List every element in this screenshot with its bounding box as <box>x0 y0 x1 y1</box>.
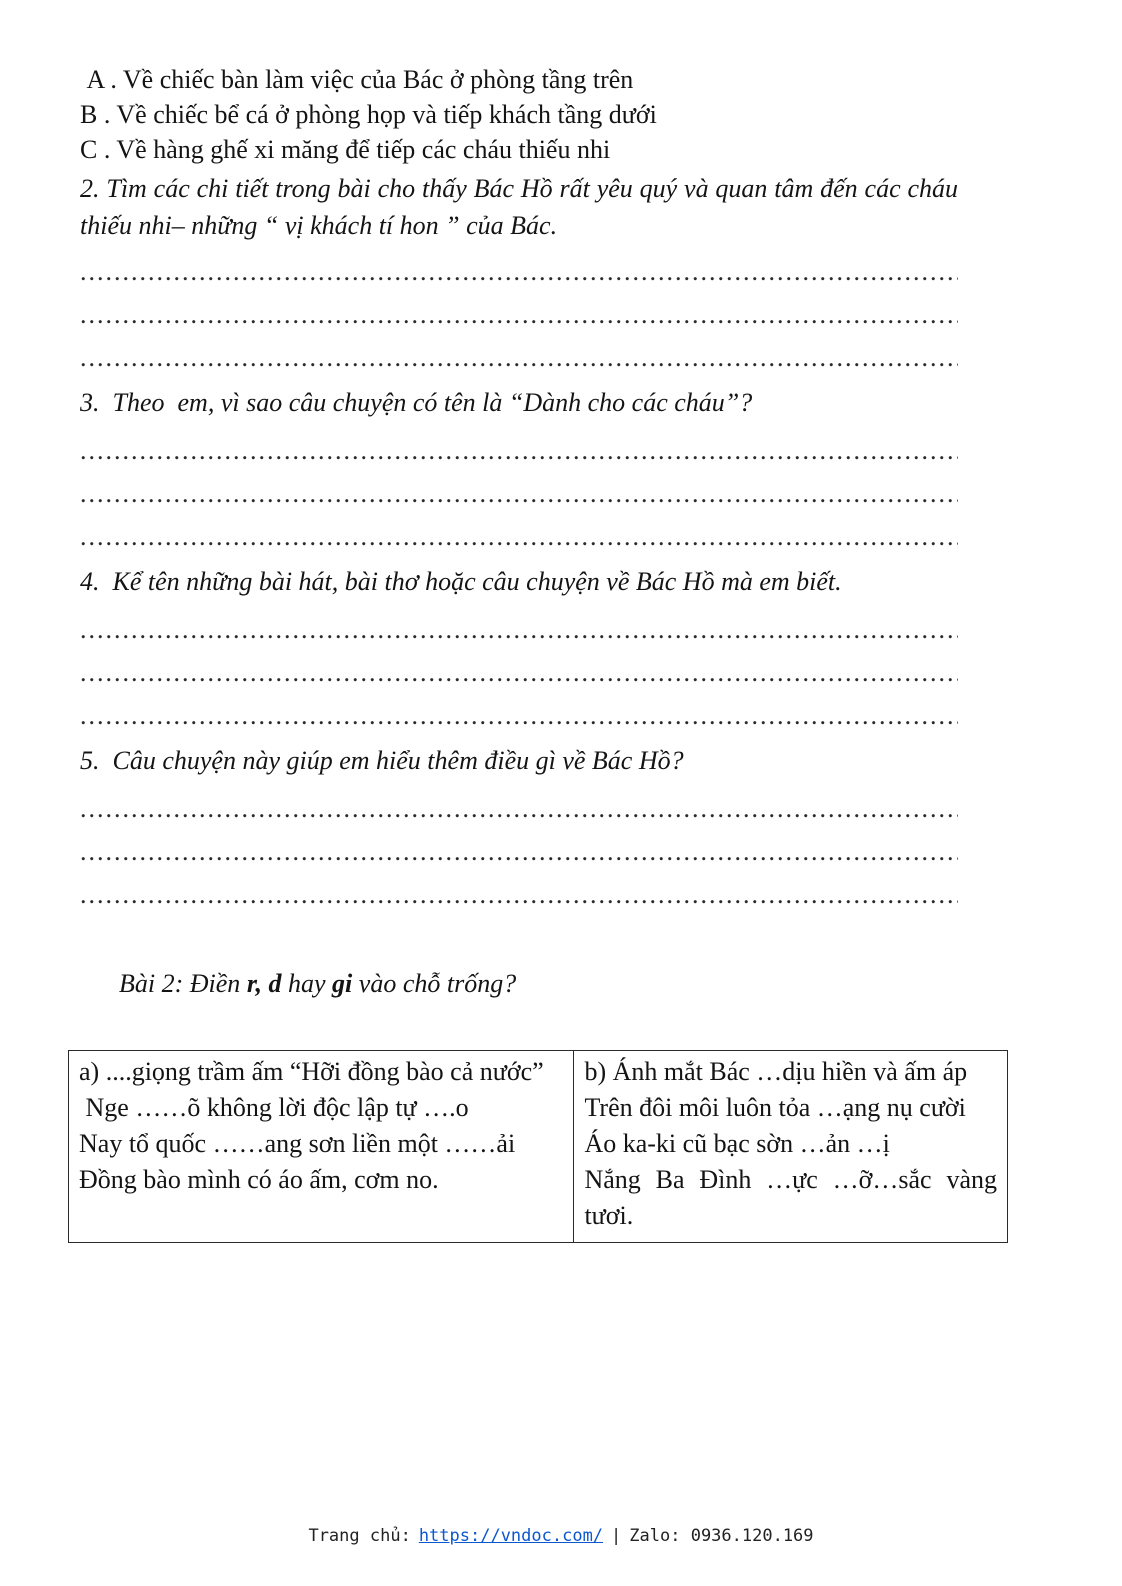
poem-line: Áo ka-ki cũ bạc sờn …ản …ị <box>584 1129 890 1158</box>
answer-line <box>80 830 958 873</box>
text-segment: hay <box>281 969 333 998</box>
answer-block-4 <box>80 608 958 737</box>
question-5: 5. Câu chuyện này giúp em hiểu thêm điều gì về Bác Hồ? <box>80 746 684 775</box>
question-3: 3. Theo em, vì sao câu chuyện có tên là “Dành cho các cháu”? <box>80 388 753 417</box>
vndoc-link[interactable]: https://vndoc.com/ <box>418 1526 604 1546</box>
page-footer <box>0 1526 1122 1546</box>
text-segment: vào chỗ trống? <box>352 969 517 998</box>
footer-label: Trang chủ: <box>308 1526 411 1546</box>
exercise-2-title <box>80 924 958 1044</box>
poem-line: Trên đôi môi luôn tỏa …ạng nụ cười <box>584 1093 966 1122</box>
fill-blank-table <box>68 1050 1008 1243</box>
poem-line: Nge ……õ không lời độc lập tự ….o <box>79 1093 469 1122</box>
answer-line <box>80 472 958 515</box>
answer-line <box>80 873 958 916</box>
table-cell-a <box>69 1051 574 1243</box>
answer-block-3 <box>80 429 958 558</box>
poem-line: b) Ánh mắt Bác …dịu hiền và ấm áp <box>584 1057 968 1086</box>
poem-line: Nay tổ quốc ……ang sơn liền một ……ải <box>79 1129 516 1158</box>
table-cell-b <box>574 1051 1008 1243</box>
answer-line <box>80 250 958 293</box>
text-segment-bold: gi <box>332 969 353 998</box>
answer-line <box>80 429 958 472</box>
option-b: B . Về chiếc bể cá ở phòng họp và tiếp khách tầng dưới <box>80 100 657 129</box>
answer-line <box>80 515 958 558</box>
answer-line <box>80 336 958 379</box>
poem-line: Đồng bào mình có áo ấm, cơm no. <box>79 1165 439 1194</box>
text-segment: Bài 2: Điền <box>119 969 247 998</box>
answer-line <box>80 694 958 737</box>
answer-line <box>80 651 958 694</box>
answer-line <box>80 787 958 830</box>
table-row <box>69 1051 1008 1243</box>
poem-line: Nắng Ba Đình …ực …ỡ…sắc vàng tươi. <box>584 1165 997 1230</box>
answer-line <box>80 293 958 336</box>
answer-block-2 <box>80 250 958 379</box>
question-2: 2. Tìm các chi tiết trong bài cho thấy Bác Hồ rất yêu quý và quan tâm đến các cháu thiếu nhi– những “ vị khách tí hon ” của Bác. <box>80 174 958 240</box>
poem-line: a) ....giọng trầm ấm “Hỡi đồng bào cả nước” <box>79 1057 544 1086</box>
worksheet-content <box>79 62 997 1243</box>
option-c: C . Về hàng ghế xi măng để tiếp các cháu thiếu nhi <box>80 135 611 164</box>
answer-block-5 <box>80 787 958 916</box>
footer-zalo: Zalo: 0936.120.169 <box>629 1526 814 1546</box>
question-4: 4. Kể tên những bài hát, bài thơ hoặc câu chuyện về Bác Hồ mà em biết. <box>80 567 842 596</box>
option-a: A . Về chiếc bàn làm việc của Bác ở phòng tầng trên <box>80 65 634 94</box>
text-segment-bold: r, d <box>246 969 282 998</box>
footer-separator: | <box>611 1526 622 1546</box>
answer-line <box>80 608 958 651</box>
